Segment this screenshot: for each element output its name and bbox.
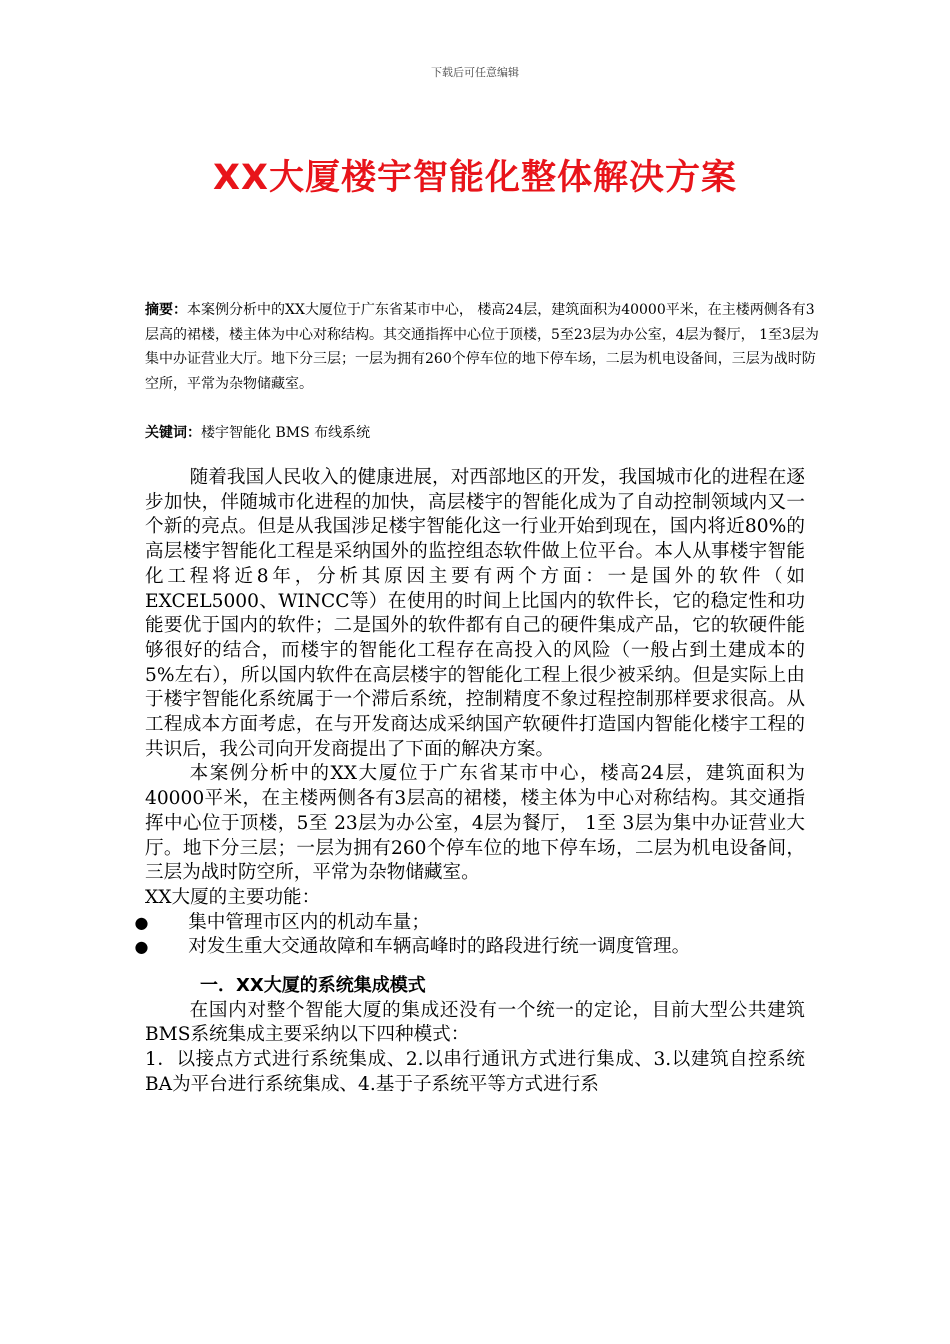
keywords-text: 楼宇智能化 BMS 布线系统 <box>201 425 371 441</box>
paragraph-modes: 1．以接点方式进行系统集成、2.以串行通讯方式进行集成、3.以建筑自控系统BA为平台进行系统集成、4.基于子系统平等方式进行系 <box>145 1049 805 1095</box>
bullet-icon: ● <box>134 912 149 932</box>
bullet-text: 集中管理市区内的机动车量； <box>188 911 430 933</box>
abstract-text: 本案例分析中的XX大厦位于广东省某市中心， 楼高24层，建筑面积为40000平米，在主楼两侧各有3层高的裙楼，楼主体为中心对称结构。其交通指挥中心位于顶楼，5至23层为办公室，4层为餐厅， 1至3层为集中办证营业大厅。地下分三层；一层为拥有260个停车位的地下停车场，二层为机电设备间，三层为战时防空所，平常为杂物储藏室。 <box>145 302 819 392</box>
bullet-text: 对发生重大交通故障和车辆高峰时的路段进行统一调度管理。 <box>188 936 691 958</box>
keywords-label: 关键词： <box>145 425 201 441</box>
document-title: XX大厦楼宇智能化整体解决方案 <box>213 158 737 198</box>
keywords <box>145 422 825 444</box>
functions-heading: XX大厦的主要功能： <box>145 886 321 908</box>
bullet-icon: ● <box>134 937 149 957</box>
list-item <box>134 911 805 936</box>
list-item <box>134 935 805 960</box>
body-text <box>134 466 805 1098</box>
header-note: 下载后可任意编辑 <box>431 66 519 79</box>
section-heading: 一．XX大厦的系统集成模式 <box>200 975 426 997</box>
paragraph-building: 本案例分析中的XX大厦位于广东省某市中心，楼高24层，建筑面积为40000平米，在主楼两侧各有3层高的裙楼，楼主体为中心对称结构。其交通指挥中心位于顶楼，5至 23层为办公室，4层为餐厅， 1至 3层为集中办证营业大厅。地下分三层；一层为拥有260个停车位的地下停车场，二层为机电设备间，三层为战时防空所，平常为杂物储藏室。 <box>145 763 805 884</box>
abstract <box>145 298 825 396</box>
paragraph-integration: 在国内对整个智能大厦的集成还没有一个统一的定论，目前大型公共建筑BMS系统集成主要采纳以下四种模式： <box>145 999 805 1046</box>
paragraph-intro: 随着我国人民收入的健康进展，对西部地区的开发，我国城市化的进程在逐步加快，伴随城市化进程的加快，高层楼宇的智能化成为了自动控制领域内又一个新的亮点。但是从我国涉足楼宇智能化这一行业开始到现在，国内将近80%的高层楼宇智能化工程是采纳国外的监控组态软件做上位平台。本人从事楼宇智能化工程将近8年，分析其原因主要有两个方面：一是国外的软件（如EXCEL5000、WINCC等）在使用的时间上比国内的软件长，它的稳定性和功能要优于国内的软件；二是国外的软件都有自己的硬件集成产品，它的软硬件能够很好的结合，而楼宇的智能化工程存在高投入的风险（一般占到土建成本的5%左右），所以国内软件在高层楼宇的智能化工程上很少被采纳。但是实际上由于楼宇智能化系统属于一个滞后系统，控制精度不象过程控制那样要求很高。从工程成本方面考虑，在与开发商达成采纳国产软硬件打造国内智能化楼宇工程的共识后，我公司向开发商提出了下面的解决方案。 <box>145 467 805 760</box>
abstract-label: 摘要： <box>145 302 187 318</box>
